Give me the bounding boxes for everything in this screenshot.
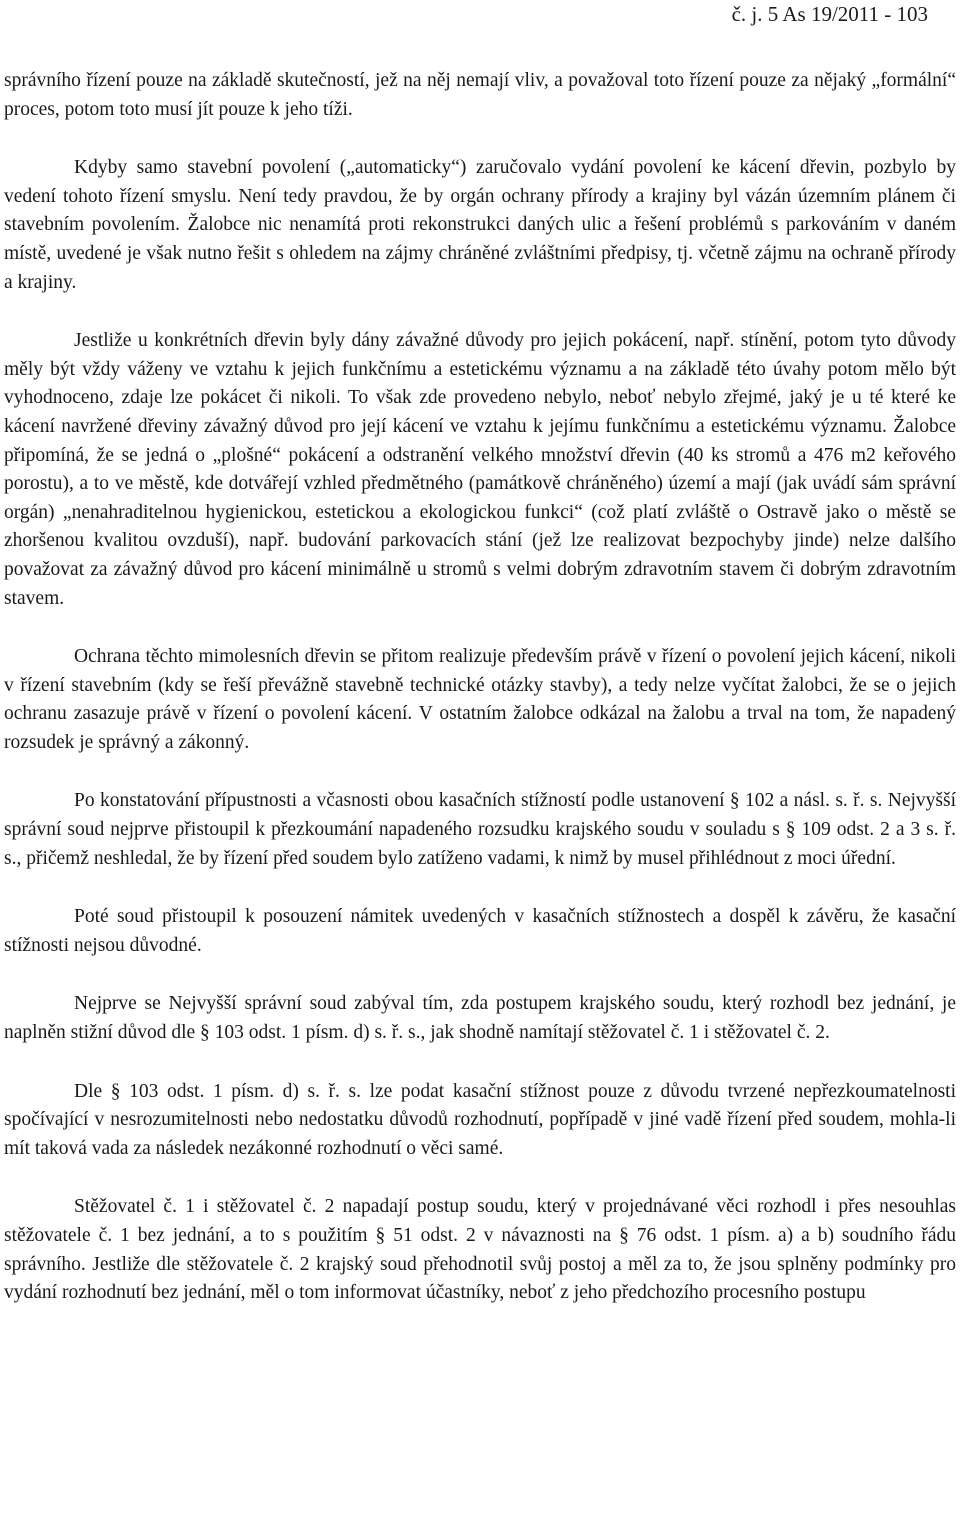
paragraph-7: Nejprve se Nejvyšší správní soud zabýval tím, zda postupem krajského soudu, který rozhodl bez jednání, je naplněn stižní důvod dle § 103 odst. 1 písm. d) s. ř. s., jak shodně namítají stěžovatel č. 1 i stěžovatel č. 2. <box>4 993 956 1044</box>
paragraph-1: správního řízení pouze na základě skutečností, jež na něj nemají vliv, a považoval toto řízení pouze za nějaký „formální“ proces, potom toto musí jít pouze k jeho tíži. <box>4 70 956 120</box>
document-page <box>4 0 956 1308</box>
paragraph-9: Stěžovatel č. 1 i stěžovatel č. 2 napadají postup soudu, který v projednávané věci rozhodl i přes nesouhlas stěžovatele č. 1 bez jednání, a to s použitím § 51 odst. 2 v návaznosti na § 76 odst. 1 písm. a) a b) soudního řádu správního. Jestliže dle stěžovatele č. 2 krajský soud přehodnotil svůj postoj a měl za to, že jsou splněny podmínky pro vydání rozhodnutí bez jednání, měl o tom informovat účastníky, neboť z jeho předchozího procesního postupu <box>4 1196 956 1304</box>
paragraph-2: Kdyby samo stavební povolení („automaticky“) zaručovalo vydání povolení ke kácení dřevin, pozbylo by vedení tohoto řízení smyslu. Není tedy pravdou, že by orgán ochrany přírody a krajiny byl vázán územním plánem či stavebním povolením. Žalobce nic nenamítá proti rekonstrukci daných ulic a řešení problémů s parkováním v daném místě, uvedené je však nutno řešit s ohledem na zájmy chráněné zvláštními předpisy, tj. včetně zájmu na ochraně přírody a krajiny. <box>4 157 956 293</box>
case-number-header: č. j. 5 As 19/2011 - 103 <box>731 2 928 26</box>
paragraph-8: Dle § 103 odst. 1 písm. d) s. ř. s. lze podat kasační stížnost pouze z důvodu tvrzené nepřezkoumatelnosti spočívající v nesrozumitelnosti nebo nedostatku důvodů rozhodnutí, popřípadě v jiné vadě řízení před soudem, mohla-li mít taková vada za následek nezákonné rozhodnutí o věci samé. <box>4 1080 956 1159</box>
paragraph-5: Po konstatování přípustnosti a včasnosti obou kasačních stížností podle ustanovení § 102 a násl. s. ř. s. Nejvyšší správní soud nejprve přistoupil k přezkoumání napadeného rozsudku krajského soudu v souladu s § 109 odst. 2 a 3 s. ř. s., přičemž neshledal, že by řízení před soudem bylo zatíženo vadami, k nimž by musel přihlédnout z moci úřední. <box>4 790 956 869</box>
paragraph-6: Poté soud přistoupil k posouzení námitek uvedených v kasačních stížnostech a dospěl k závěru, že kasační stížnosti nejsou důvodné. <box>4 906 956 956</box>
paragraph-3: Jestliže u konkrétních dřevin byly dány závažné důvody pro jejich pokácení, např. stínění, potom tyto důvody měly být vždy váženy ve vztahu k jejich funkčnímu a estetickému významu a na základě této úvahy potom mělo být vyhodnoceno, zdaje lze pokácet či nikoli. To však zde provedeno nebylo, neboť nebylo zřejmé, jaký je u té které ke kácení navržené dřeviny závažný důvod pro její kácení ve vztahu k jejímu funkčnímu a estetickému významu. Žalobce připomíná, že se jedná o „plošné“ pokácení a odstranění velkého množství dřevin (40 ks stromů a 476 m2 keřového porostu), a to ve městě, kde dotvářejí vzhled předmětného (památkově chráněného) území a mají (jak uvádí sám správní orgán) „nenahraditelnou hygienickou, estetickou a ekologickou funkci“ (což platí zvláště o Ostravě jako o městě se zhoršenou kvalitou ovzduší), např. budování parkovacích stání (jež lze realizovat bezpochyby jinde) nelze dalšího považovat za závažný důvod pro kácení minimálně u stromů s velmi dobrým zdravotním stavem či dobrým zdravotním stavem. <box>4 330 956 609</box>
paragraph-4: Ochrana těchto mimolesních dřevin se přitom realizuje především právě v řízení o povolení jejich kácení, nikoli v řízení stavebním (kdy se řeší převážně stavebně technické otázky stavby), a tedy nelze vyčítat žalobci, že se o jejich ochranu zasazuje právě v řízení o povolení kácení. V ostatním žalobce odkázal na žalobu a trval na tom, že napadený rozsudek je správný a zákonný. <box>4 646 956 753</box>
